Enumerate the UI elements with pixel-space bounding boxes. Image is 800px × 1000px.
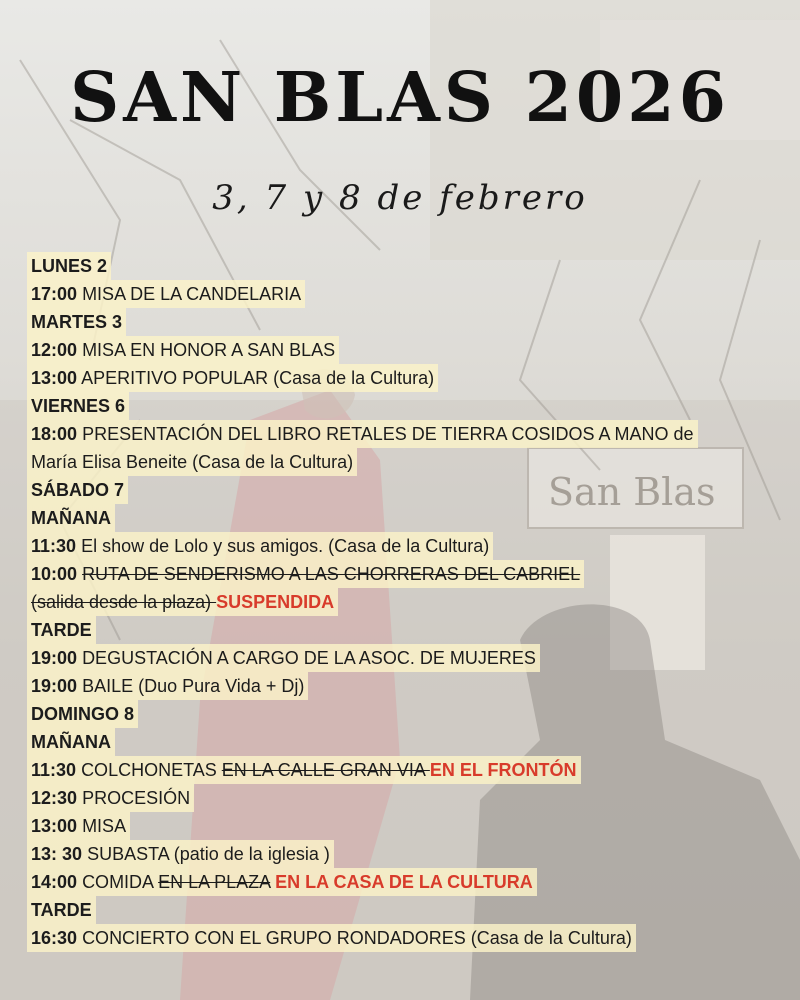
schedule xyxy=(27,252,787,952)
schedule-item xyxy=(27,644,787,672)
event-description: MISA xyxy=(82,816,127,836)
event-time: 19:00 xyxy=(31,676,78,696)
schedule-item xyxy=(27,532,787,560)
period-label: MAÑANA xyxy=(27,504,115,532)
period-label: MAÑANA xyxy=(27,728,115,756)
event-time: 13:00 xyxy=(31,368,78,388)
event-time: 19:00 xyxy=(31,648,78,668)
day-heading xyxy=(27,700,787,728)
schedule-item xyxy=(27,784,787,812)
event-time: 10:00 xyxy=(31,564,78,584)
svg-text:San Blas: San Blas xyxy=(548,470,716,514)
event-description: COLCHONETAS xyxy=(81,760,222,780)
schedule-item-continued xyxy=(27,448,787,476)
changed-location-new: EN EL FRONTÓN xyxy=(429,760,577,780)
event-description: SUBASTA (patio de la iglesia ) xyxy=(87,844,330,864)
event-description: PRESENTACIÓN DEL LIBRO RETALES DE TIERRA COSIDOS A MANO de xyxy=(82,424,694,444)
event-description: CONCIERTO CON EL GRUPO RONDADORES (Casa de la Cultura) xyxy=(82,928,632,948)
schedule-item xyxy=(27,812,787,840)
schedule-item-continued xyxy=(27,588,787,616)
period-label: TARDE xyxy=(27,896,96,924)
period-heading xyxy=(27,896,787,924)
event-description: PROCESIÓN xyxy=(82,788,191,808)
event-description: MISA EN HONOR A SAN BLAS xyxy=(82,340,336,360)
event-time: 12:30 xyxy=(31,788,78,808)
event-description: El show de Lolo y sus amigos. (Casa de la Cultura) xyxy=(81,536,490,556)
schedule-item xyxy=(27,868,787,896)
schedule-item xyxy=(27,924,787,952)
period-heading xyxy=(27,616,787,644)
event-title: SAN BLAS 2026 xyxy=(70,58,730,138)
event-time: 12:00 xyxy=(31,340,78,360)
changed-location-old: EN LA CALLE GRAN VIA xyxy=(221,760,430,780)
schedule-item-cancelled xyxy=(27,560,787,588)
period-heading xyxy=(27,728,787,756)
day-label: VIERNES 6 xyxy=(27,392,129,420)
event-description: DEGUSTACIÓN A CARGO DE LA ASOC. DE MUJERES xyxy=(82,648,536,668)
schedule-item xyxy=(27,840,787,868)
day-label: MARTES 3 xyxy=(27,308,126,336)
schedule-item xyxy=(27,364,787,392)
event-description-continued: María Elisa Beneite (Casa de la Cultura) xyxy=(27,448,357,476)
schedule-item xyxy=(27,336,787,364)
event-dates: 3, 7 y 8 de febrero xyxy=(212,178,588,218)
changed-location-new: EN LA CASA DE LA CULTURA xyxy=(275,872,533,892)
event-description: BAILE (Duo Pura Vida + Dj) xyxy=(82,676,305,696)
period-heading xyxy=(27,504,787,532)
schedule-item xyxy=(27,280,787,308)
day-label: SÁBADO 7 xyxy=(27,476,128,504)
event-time: 14:00 xyxy=(31,872,78,892)
event-time: 18:00 xyxy=(31,424,78,444)
day-label: DOMINGO 8 xyxy=(27,700,138,728)
event-description: APERITIVO POPULAR (Casa de la Cultura) xyxy=(81,368,435,388)
schedule-item xyxy=(27,420,787,448)
event-time: 11:30 xyxy=(31,536,77,556)
event-time: 13: 30 xyxy=(31,844,83,864)
day-heading xyxy=(27,476,787,504)
cancelled-description-continued: (salida desde la plaza) xyxy=(31,592,217,612)
event-description: MISA DE LA CANDELARIA xyxy=(82,284,302,304)
cancelled-description: RUTA DE SENDERISMO A LAS CHORRERAS DEL CABRIEL xyxy=(82,564,581,584)
event-time: 16:30 xyxy=(31,928,78,948)
event-time: 11:30 xyxy=(31,760,77,780)
cancelled-status: SUSPENDIDA xyxy=(216,592,335,612)
schedule-item xyxy=(27,672,787,700)
day-heading xyxy=(27,392,787,420)
period-label: TARDE xyxy=(27,616,96,644)
schedule-item xyxy=(27,756,787,784)
event-time: 17:00 xyxy=(31,284,78,304)
day-label: LUNES 2 xyxy=(27,252,111,280)
event-description: COMIDA xyxy=(82,872,159,892)
event-time: 13:00 xyxy=(31,816,78,836)
day-heading xyxy=(27,308,787,336)
day-heading xyxy=(27,252,787,280)
changed-location-old: EN LA PLAZA xyxy=(158,872,271,892)
